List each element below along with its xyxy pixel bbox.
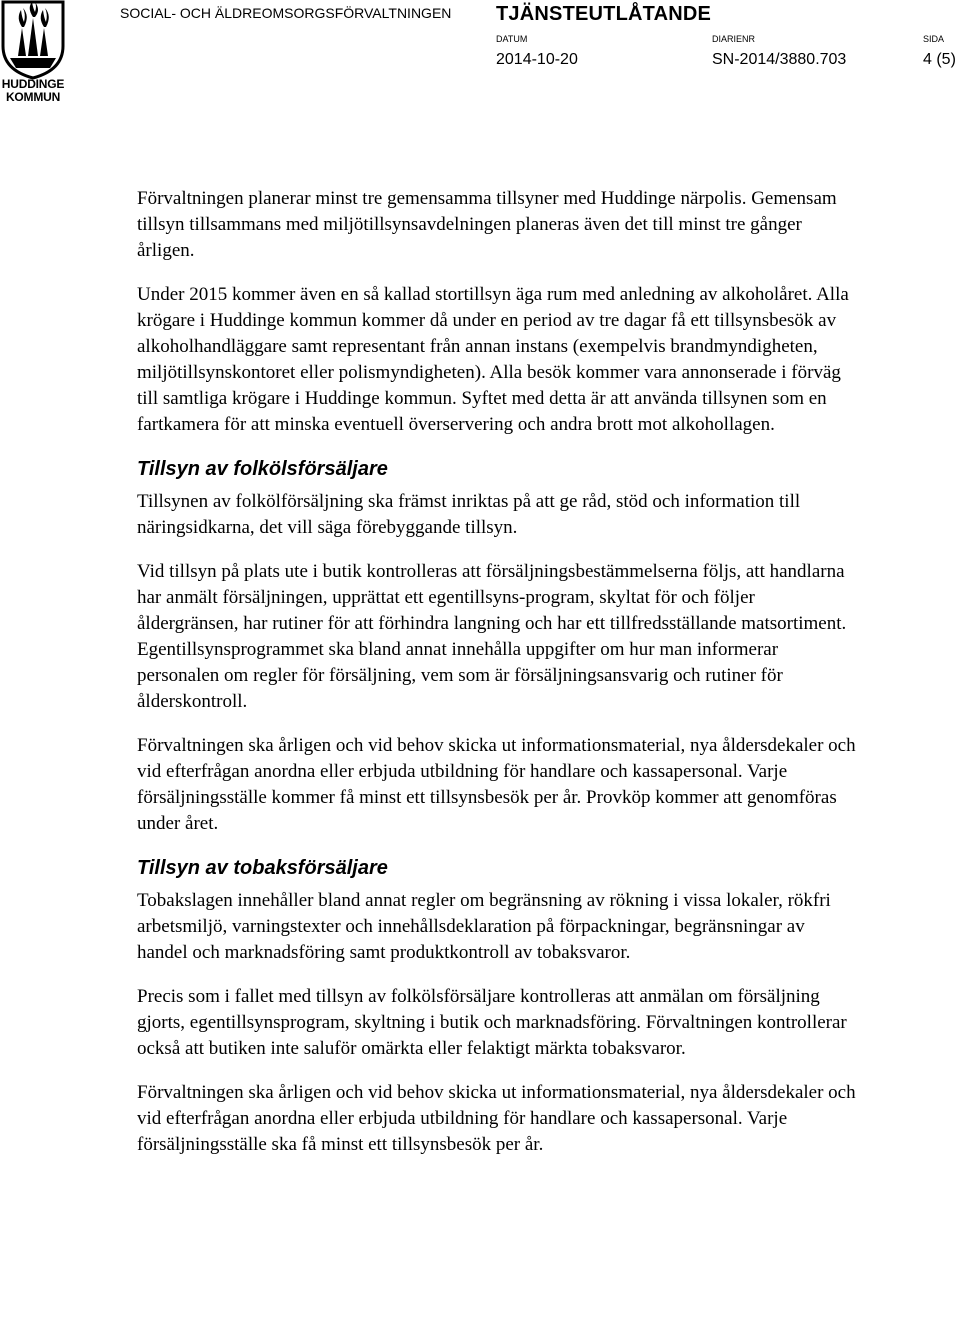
page-number: 4 (5) — [923, 51, 956, 68]
page-label: SIDA — [923, 34, 945, 44]
paragraph: Precis som i fallet med tillsyn av folkölsförsäljare kontrolleras att anmälan om försäljning gjorts, egentillsynsprogram, skyltning i butik och marknadsföring. Förvaltningen kontrollerar också att butiken inte saluför omärkta eller felaktigt märkta tobaksvaror. — [137, 986, 847, 1059]
document-type: TJÄNSTEUTLÅTANDE — [496, 3, 712, 25]
paragraph: Förvaltningen planerar minst tre gemensamma tillsyner med Huddinge närpolis. Gemensam tillsyn tillsammans med miljötillsynsavdelningen planeras även det till minst tre gånger årligen. — [137, 188, 837, 261]
registration-number: SN-2014/3880.703 — [712, 51, 847, 68]
document-body — [137, 186, 857, 1176]
paragraph: Tillsynen av folkölförsäljning ska främst inriktas på att ge råd, stöd och information till näringsidkarna, det vill säga förebyggande tillsyn. — [137, 491, 801, 538]
registration-label: DIARIENR — [712, 34, 756, 44]
paragraph: Vid tillsyn på plats ute i butik kontrolleras att försäljningsbestämmelserna följs, att handlarna har anmält försäljningen, upprättat ett egentillsyns-program, skyltat för och följer åldergränsen, har rutiner för att förhindra langning och har ett tillfredsställande matsortiment. Egentillsynsprogrammet ska bland annat innehålla uppgifter om hur man informerar personalen om regler för försäljning, vem som är försäljningsansvarig och rutiner för ålderskontroll. — [137, 561, 847, 712]
logo-text — [0, 78, 66, 104]
department-name: SOCIAL- OCH ÄLDREOMSORGSFÖRVALTNINGEN — [120, 5, 452, 21]
logo-line-1: HUDDINGE — [1, 77, 65, 91]
paragraph: Förvaltningen ska årligen och vid behov skicka ut informationsmaterial, nya åldersdekaler och vid efterfrågan anordna eller erbjuda utbildning för handlare och kassapersonal. Varje försäljningsställe ska få minst ett tillsynsbesök per år. — [137, 1082, 856, 1155]
logo-line-2: KOMMUN — [5, 90, 61, 104]
document-date: 2014-10-20 — [496, 51, 578, 68]
paragraph: Tobakslagen innehåller bland annat regler om begränsning av rökning i vissa lokaler, rökfri arbetsmiljö, varningstexter och innehållsdeklaration på förpackningar, begränsningar av handel och marknadsföring samt produktkontroll av tobaksvaror. — [137, 890, 831, 963]
section-heading-folkol: Tillsyn av folkölsförsäljare — [137, 458, 388, 480]
paragraph: Förvaltningen ska årligen och vid behov skicka ut informationsmaterial, nya åldersdekaler och vid efterfrågan anordna eller erbjuda utbildning för handlare och kassapersonal. Varje försäljningsställe kommer få minst ett tillsynsbesök per år. Provköp kommer att genomföras under året. — [137, 735, 856, 834]
date-label: DATUM — [496, 34, 528, 44]
section-heading-tobak: Tillsyn av tobaksförsäljare — [137, 857, 388, 879]
paragraph: Under 2015 kommer även en så kallad stortillsyn äga rum med anledning av alkoholåret. Alla krögare i Huddinge kommun kommer då under en period av tre dagar få ett tillsynsbesök av alkoholhandläggare samt representant från annan instans (exempelvis brandmyndigheten, miljötillsynskontoret eller polismyndigheten). Alla besök kommer vara annonserade i förväg till samtliga krögare i Huddinge kommun. Syftet med detta är att använda tillsynen som en fartkamera för att minska eventuell överservering och andra brott mot alkohollagen. — [137, 284, 849, 435]
